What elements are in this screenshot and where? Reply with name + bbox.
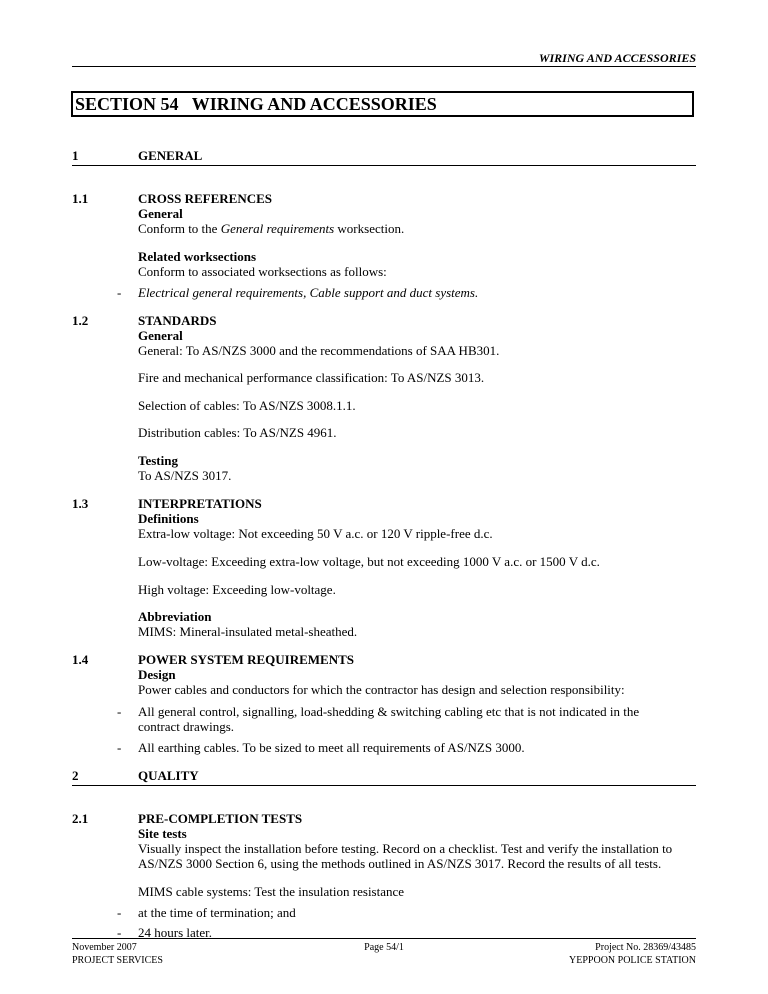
paragraph: General: To AS/NZS 3000 and the recommendations of SAA HB301. <box>138 343 500 358</box>
clause-title-power-system: POWER SYSTEM REQUIREMENTS <box>138 652 354 667</box>
paragraph-line: Visually inspect the installation before testing. Record on a checklist. Test and verify the installation to <box>138 841 673 856</box>
subhead-general: General <box>138 206 183 221</box>
clause-number: 1.3 <box>72 496 89 511</box>
subhead-definitions: Definitions <box>138 511 199 526</box>
paragraph: Fire and mechanical performance classification: To AS/NZS 3013. <box>138 370 485 385</box>
clause-number: 1.2 <box>72 313 89 328</box>
cross-reference-link[interactable]: General requirements <box>220 221 335 236</box>
clause-number: 1.4 <box>72 652 89 667</box>
bullet-item: All earthing cables. To be sized to meet all requirements of AS/NZS 3000. <box>138 740 525 755</box>
paragraph-general <box>138 221 696 236</box>
footer-date: November 2007 <box>72 942 137 953</box>
footer-project-name: YEPPOON POLICE STATION <box>569 955 696 966</box>
subhead-design: Design <box>138 667 176 682</box>
bullet-dash: - <box>117 285 122 300</box>
paragraph-testing: To AS/NZS 3017. <box>138 468 232 483</box>
bullet-dash: - <box>117 905 122 920</box>
section-title: SECTION 54 WIRING AND ACCESSORIES <box>71 91 694 117</box>
clause-title-pre-completion-tests: PRE-COMPLETION TESTS <box>138 811 303 826</box>
heading-rule <box>72 785 696 786</box>
clause-number: 1.1 <box>72 191 89 206</box>
paragraph: Low-voltage: Exceeding extra-low voltage, but not exceeding 1000 V a.c. or 1500 V d.c. <box>138 554 600 569</box>
footer-project-number: Project No. 28369/43485 <box>595 942 696 953</box>
subhead-abbreviation: Abbreviation <box>138 609 212 624</box>
paragraph-line: AS/NZS 3000 Section 6, using the methods outlined in AS/NZS 3017. Record the results of all tests. <box>138 856 662 871</box>
heading-rule <box>72 165 696 166</box>
bullet-related-worksections: Electrical general requirements, Cable support and duct systems. <box>138 285 479 300</box>
text-run: Conform to the <box>138 221 221 236</box>
paragraph: Distribution cables: To AS/NZS 4961. <box>138 425 337 440</box>
paragraph: Power cables and conductors for which the contractor has design and selection responsibility: <box>138 682 625 697</box>
text-run: worksection. <box>334 221 405 236</box>
subhead-general: General <box>138 328 183 343</box>
paragraph: Selection of cables: To AS/NZS 3008.1.1. <box>138 398 356 413</box>
heading-quality: QUALITY <box>138 768 199 783</box>
paragraph: Extra-low voltage: Not exceeding 50 V a.c. or 120 V ripple-free d.c. <box>138 526 493 541</box>
clause-title-interpretations: INTERPRETATIONS <box>138 496 262 511</box>
bullet-item: 24 hours later. <box>138 925 213 940</box>
heading-number-2: 2 <box>72 768 79 783</box>
clause-title-standards: STANDARDS <box>138 313 217 328</box>
running-header: WIRING AND ACCESSORIES <box>538 51 696 65</box>
paragraph: High voltage: Exceeding low-voltage. <box>138 582 336 597</box>
subhead-site-tests: Site tests <box>138 826 187 841</box>
footer-rule <box>72 938 696 939</box>
clause-title-cross-references: CROSS REFERENCES <box>138 191 273 206</box>
heading-number-1: 1 <box>72 148 79 163</box>
footer-department: PROJECT SERVICES <box>72 955 163 966</box>
subhead-testing: Testing <box>138 453 178 468</box>
bullet-item: All general control, signalling, load-shedding & switching cabling etc that is not indicated in the <box>138 704 640 719</box>
subhead-related: Related worksections <box>138 249 257 264</box>
bullet-dash: - <box>117 740 122 755</box>
bullet-dash: - <box>117 925 122 940</box>
bullet-item-continued: contract drawings. <box>138 719 235 734</box>
clause-number: 2.1 <box>72 811 89 826</box>
paragraph-related: Conform to associated worksections as follows: <box>138 264 387 279</box>
paragraph: MIMS: Mineral-insulated metal-sheathed. <box>138 624 358 639</box>
bullet-item: at the time of termination; and <box>138 905 296 920</box>
bullet-dash: - <box>117 704 122 719</box>
page-number: Page 54/1 <box>364 942 404 953</box>
heading-general: GENERAL <box>138 148 203 163</box>
paragraph: MIMS cable systems: Test the insulation resistance <box>138 884 405 899</box>
header-rule <box>72 66 696 67</box>
